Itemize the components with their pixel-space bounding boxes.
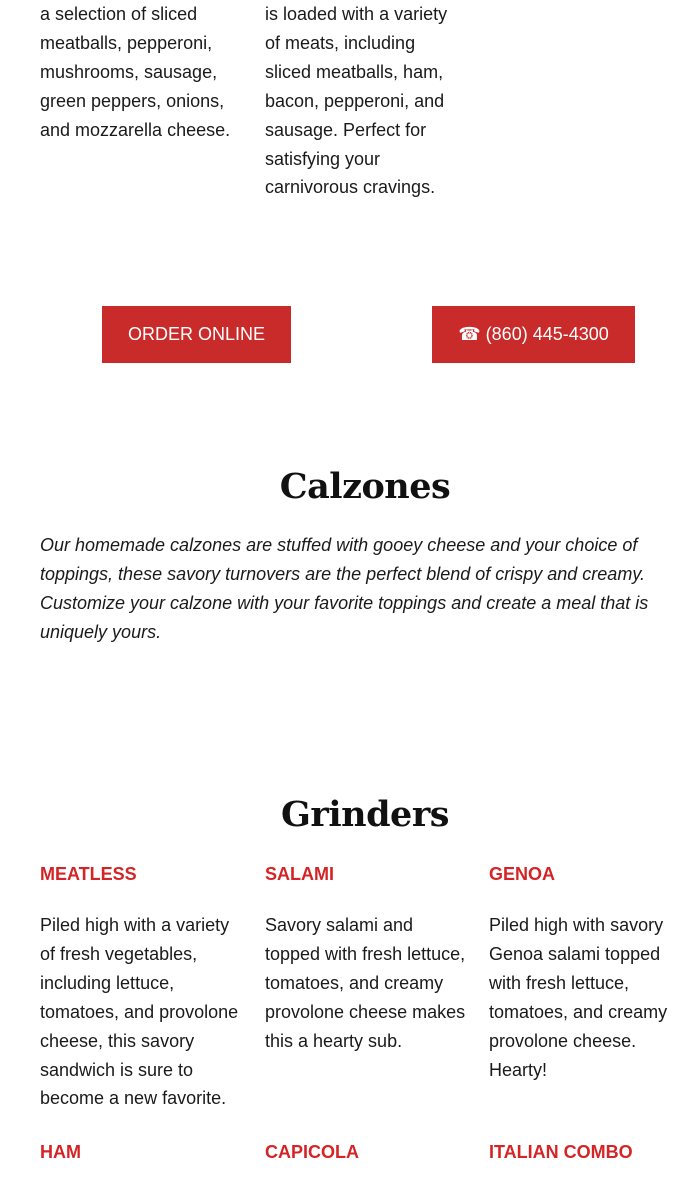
pizza-description: is loaded with a variety of meats, including sliced meatballs, ham, bacon, pepperoni, and sausage. Perfect for satisfying your carnivorous cravings. — [265, 4, 448, 198]
order-online-button[interactable] — [102, 306, 291, 363]
order-online-label: ORDER ONLINE — [127, 324, 266, 344]
phone-call-button[interactable] — [432, 306, 635, 363]
menu-item-name-genoa: GENOA — [489, 864, 556, 884]
menu-item-name-ham: HAM — [40, 1142, 81, 1162]
grinders-heading: Grinders — [281, 794, 449, 835]
menu-item-description-salami: Savory salami and topped with fresh lettuce, tomatoes, and creamy provolone cheese makes this a hearty sub. — [265, 915, 466, 1051]
calzones-heading: Calzones — [279, 466, 451, 507]
menu-item-description-genoa: Piled high with savory Genoa salami topped with fresh lettuce, tomatoes, and creamy provolone cheese. Hearty! — [489, 915, 668, 1080]
pizza-description: a selection of sliced meatballs, pepperoni, mushrooms, sausage, green peppers, onions, and mozzarella cheese. — [40, 4, 231, 140]
menu-item-description-meatless: Piled high with a variety of fresh vegetables, including lettuce, tomatoes, and provolone cheese, this savory sandwich is sure to become a new favorite. — [40, 915, 239, 1109]
menu-item-name-italian-combo: ITALIAN COMBO — [489, 1142, 633, 1162]
phone-number-label: (860) 445-4300 — [485, 324, 609, 344]
menu-item-name-meatless: MEATLESS — [40, 864, 137, 884]
phone-icon: ☎ — [458, 324, 481, 344]
menu-item-name-capicola: CAPICOLA — [265, 1142, 359, 1162]
menu-item-name-salami: SALAMI — [265, 864, 334, 884]
calzones-intro: Our homemade calzones are stuffed with gooey cheese and your choice of toppings, these savory turnovers are the perfect blend of crispy and creamy. Customize your calzone with your favorite toppings and create a meal that is uniquely yours. — [40, 535, 649, 642]
